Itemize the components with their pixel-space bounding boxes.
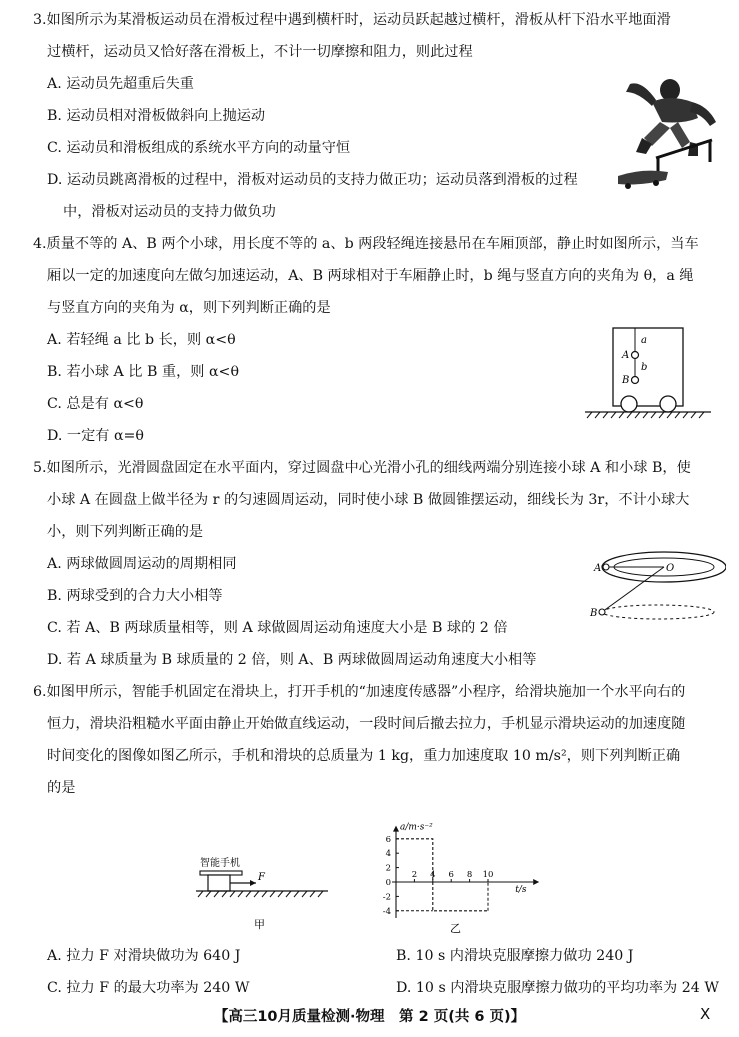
- ball-b: [599, 609, 605, 615]
- x-tick-labels: [412, 870, 494, 882]
- fig-jia-caption: 甲: [254, 918, 265, 931]
- q3-stem-line-1: 3.如图所示为某滑板运动员在滑板过程中遇到横杆时，运动员跃起越过横杆，滑板从杆下沿水平地面滑: [33, 12, 671, 28]
- page-footer: 【高三10月质量检测·物理 第 2 页(共 6 页)】: [213, 1009, 526, 1025]
- q3-option-d: D. 运动员跳离滑板的过程中，滑板对运动员的支持力做正功；运动员落到滑板的过程: [47, 172, 578, 188]
- y-tick-label: 6: [385, 834, 391, 845]
- x-tick-label: 4: [430, 870, 436, 880]
- q6-fig-yi-chart: [368, 806, 568, 938]
- x-tick-label: 2: [411, 870, 418, 880]
- ball-a: [603, 564, 609, 570]
- q6-stem-line-2: 恒力，滑块沿粗糙水平面由静止开始做直线运动，一段时间后撤去拉力，手机显示滑块运动的加速度随: [47, 716, 686, 732]
- ground-hatching: [587, 412, 704, 418]
- cart-body: [613, 328, 683, 406]
- slider-block: [208, 875, 230, 891]
- q4-option-c: C. 总是有 α<θ: [47, 396, 144, 412]
- q5-stem-line-2: 小球 A 在圆盘上做半径为 r 的匀速圆周运动，同时使小球 B 做圆锥摆运动，细线长为 3r，不计小球大: [47, 492, 690, 508]
- ball-b: [632, 377, 639, 384]
- q6-fig-jia: [192, 852, 332, 934]
- q4-stem-line-2: 厢以一定的加速度向左做匀加速运动，A、B 两球相对于车厢静止时，b 绳与竖直方向的夹角为 θ，a 绳: [47, 268, 694, 284]
- q5-stem-line-1: 5.如图所示，光滑圆盘固定在水平面内，穿过圆盘中心光滑小孔的细线两端分别连接小球 A 和小球 B，使: [33, 460, 691, 476]
- cart-wheel-left: [621, 396, 637, 412]
- q4-option-a: A. 若轻绳 a 比 b 长，则 α<θ: [47, 332, 236, 348]
- ball-b-label: B: [622, 375, 630, 386]
- rope-b-label: b: [641, 362, 648, 373]
- footer-mark: X: [700, 1005, 711, 1023]
- q6-stem-line-3: 时间变化的图像如图乙所示，手机和滑块的总质量为 1 kg，重力加速度取 10 m/s²，则下列判断正确: [47, 748, 681, 764]
- q3-option-b: B. 运动员相对滑板做斜向上抛运动: [47, 108, 266, 124]
- y-axis-label: a/m·s⁻²: [400, 822, 433, 833]
- ball-a-label: A: [622, 350, 630, 361]
- y-tick-label: 0: [385, 878, 391, 888]
- q5-option-b: B. 两球受到的合力大小相等: [47, 588, 223, 604]
- ball-a-label: A: [594, 563, 602, 574]
- x-tick-label: 6: [448, 870, 454, 880]
- acceleration-series: [396, 839, 488, 911]
- skateboard: [618, 171, 668, 189]
- y-tick-label: 2: [385, 863, 391, 874]
- q4-stem-line-1: 4.质量不等的 A、B 两个小球，用长度不等的 a、b 两段轻绳连接悬吊在车厢顶部，静止时如图所示，当车: [33, 236, 699, 252]
- q4-stem-line-3: 与竖直方向的夹角为 α，则下列判断正确的是: [47, 300, 331, 316]
- q5-disc-figure: [586, 548, 726, 628]
- cone-path-ellipse: [602, 605, 714, 619]
- q5-stem-line-3: 小，则下列判断正确的是: [47, 524, 204, 540]
- q6-option-b: B. 10 s 内滑块克服摩擦力做功 240 J: [396, 948, 634, 964]
- ball-a: [632, 352, 639, 359]
- force-label: F: [258, 872, 265, 883]
- rope-a-label: a: [641, 335, 647, 346]
- fig-yi-caption: 乙: [450, 922, 461, 935]
- x-tick-label: 10: [482, 870, 494, 880]
- x-tick-label: 8: [466, 870, 473, 880]
- q6-option-d: D. 10 s 内滑块克服摩擦力做功的平均功率为 24 W: [396, 980, 719, 996]
- q3-option-c: C. 运动员和滑板组成的系统水平方向的动量守恒: [47, 140, 351, 156]
- q4-option-b: B. 若小球 A 比 B 重，则 α<θ: [47, 364, 239, 380]
- y-tick-label: -4: [382, 906, 391, 917]
- q5-option-a: A. 两球做圆周运动的周期相同: [47, 556, 237, 572]
- q6-stem-line-4: 的是: [47, 780, 76, 796]
- phone-label: 智能手机: [200, 858, 240, 869]
- q6-option-a: A. 拉力 F 对滑块做功为 640 J: [47, 948, 241, 964]
- q6-stem-line-1: 6.如图甲所示，智能手机固定在滑块上，打开手机的“加速度传感器”小程序，给滑块施加一个水平向右的: [33, 684, 686, 700]
- q3-stem-line-2: 过横杆，运动员又恰好落在滑板上，不计一切摩擦和阻力，则此过程: [47, 44, 473, 60]
- ball-b-label: B: [590, 608, 598, 619]
- center-o-label: O: [666, 563, 675, 574]
- y-tick-label: 4: [385, 849, 391, 860]
- y-tick-labels: [383, 835, 399, 917]
- force-arrowhead: [250, 880, 256, 886]
- y-axis-arrow: [393, 826, 399, 832]
- cart-wheel-right: [660, 396, 676, 412]
- q4-option-d: D. 一定有 α=θ: [47, 428, 144, 444]
- q6-option-c: C. 拉力 F 的最大功率为 240 W: [47, 980, 250, 996]
- q4-cart-figure: [583, 326, 713, 422]
- q5-option-d: D. 若 A 球质量为 B 球质量的 2 倍，则 A、B 两球做圆周运动角速度大小相等: [47, 652, 537, 668]
- q3-option-a: A. 运动员先超重后失重: [47, 76, 194, 92]
- x-axis-label: t/s: [515, 885, 527, 895]
- y-tick-label: -2: [382, 892, 391, 903]
- x-axis-arrow: [533, 879, 539, 885]
- q5-option-c: C. 若 A、B 两球质量相等，则 A 球做圆周运动角速度大小是 B 球的 2 倍: [47, 620, 508, 636]
- ground-hatching: [198, 891, 323, 897]
- q3-skateboarder-figure: [612, 72, 722, 194]
- q3-option-d-continued: 中，滑板对运动员的支持力做负功: [63, 204, 276, 220]
- acceleration-line: [396, 839, 488, 911]
